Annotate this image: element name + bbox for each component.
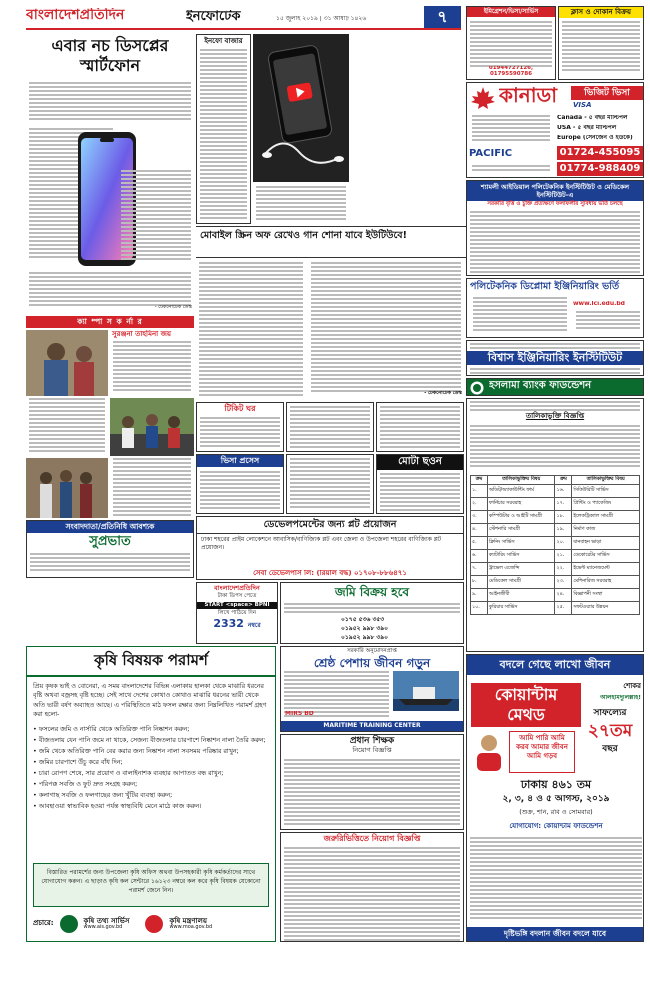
immigration-ad — [466, 6, 556, 80]
quantum-word: কোয়ান্টাম — [494, 685, 558, 704]
europe-line: Europe (সেনজেন ও ইউকে) — [557, 135, 633, 141]
table-cell: প্রিন্টিং ও প্যাকেজিং — [572, 498, 640, 511]
table-cell: ১০. — [471, 602, 488, 615]
ais-logo-icon — [60, 915, 78, 933]
shamoli-subtitle: সরকারি বৃত্তি ও চুক্তি প্রত্যক্ষণে ফলাফলীর সুবিধায় ভর্তি চলছে — [487, 201, 623, 208]
visa-process-title: ভিসা প্রসেস — [197, 455, 283, 467]
table-cell: ৩. — [471, 511, 488, 524]
campus-text-1 — [26, 398, 108, 456]
table-cell: ২৪. — [555, 589, 572, 602]
canada-visa-ad — [466, 82, 644, 178]
campus-caption-title: সুরঞ্জনা তাহমিনা জয় — [112, 330, 171, 338]
lead-byline: - টেকনোটেক ডেস্ক — [154, 305, 192, 310]
bishwas-title: বিশ্বাস ইঞ্জিনিয়ারিং ইনস্টিটিউট — [467, 351, 643, 365]
lead-body-right — [118, 130, 194, 270]
krishi-bullet-list — [27, 725, 275, 812]
info-market-box — [196, 34, 251, 224]
table-cell: ৬. — [471, 550, 488, 563]
islami-table-header — [471, 476, 640, 485]
head-teacher-subtitle: নিয়োগ বিজ্ঞপ্তি — [352, 746, 392, 755]
table-row — [471, 563, 640, 576]
bullet-icon: • — [33, 781, 39, 789]
table-header-cell: তালিকাভুক্তির বিষয় — [487, 476, 555, 485]
immigration-ad-phone: 01944727126, 01795590786 — [488, 66, 534, 78]
shop-sale-ad — [558, 6, 644, 80]
krishi-note: বিস্তারিত পরামর্শের জন্য উপজেলা কৃষি অফিস অথবা উপসহকারী কৃষি কর্মকর্তাদের সাথে যোগাযোগ করুন। এ ছাড়াও কৃষি কল সেন্টারে ১৬১২৩ নম্বরে কল করে কৃষি বিষয়ক যেকোনো পরামর্শ জেনে নিন। — [33, 863, 269, 907]
campus-photo-2 — [110, 398, 194, 456]
page-number: ৭ — [424, 6, 461, 28]
table-header-cell: তালিকাভুক্তির বিষয় — [572, 476, 640, 485]
mota-ad-title: মোটা ছওন — [377, 455, 463, 470]
krishi-intro: প্রিয় কৃষক ভাই ও বোনেরা, এ সময় বাংলাদেশের বিভিন্ন এলাকায় হালকা থেকে মাঝারি ধরনের বৃষ্টি অথবা বজ্রসহ বৃষ্টি হচ্ছে। সেই সাথে দেশের কোথাও কোথাও মাঝারি ধরনের ভারী থেকে অতি ভারী বর্ষণ অব্যাহত আছে। এ পরিস্থিতিতে মাঠ ফসল রক্ষার জন্য নিম্নলিখিত পরামর্শ গ্রহণ করা হলো- — [33, 682, 267, 719]
polytechnic-website[interactable]: www.lci.edu.bd — [573, 301, 625, 307]
shafolyer-label: সাফল্যের — [593, 709, 627, 718]
method-word: মেথড — [507, 705, 545, 724]
quantum-dates: ২, ৩, ৪ ও ৫ আগস্ট, ২০১৯ — [502, 795, 610, 804]
visit-visa-label: ভিজিট ভিসা — [571, 86, 643, 100]
bullet-text: জমির চারপাশে উঁচু করে বাঁধ দিন; — [38, 758, 123, 766]
table-header-cell: ক্রম — [555, 476, 572, 485]
development-title: ডেভেলপমেন্টের জন্য প্লট প্রয়োজন — [197, 517, 463, 534]
table-cell: ২. — [471, 498, 488, 511]
youtube-body-left — [196, 260, 306, 400]
immigration-ad-title: ইমিগ্রেশন/ভিসা/সার্ভিস — [467, 7, 555, 17]
land-sale-ad — [280, 582, 464, 644]
bullet-icon: • — [33, 758, 39, 766]
krishi-footer — [33, 911, 269, 937]
table-row — [471, 602, 640, 615]
table-cell: ৪. — [471, 524, 488, 537]
campus-caption — [110, 330, 194, 396]
table-cell: ইলেকট্রিক্যাল সামগ্রী — [572, 511, 640, 524]
polytechnic-ad — [466, 278, 644, 338]
table-cell: মেশিনারিজ সরবরাহ — [572, 576, 640, 589]
table-cell: ৫. — [471, 537, 488, 550]
list-item — [33, 736, 269, 745]
bullet-text: বীজতলায় যেন পানি জমে না থাকে, সেজন্য বীজতলার চারপাশে নিষ্কাশন নালা তৈরি করুন; — [38, 736, 266, 744]
table-cell: ডেকোরেটর সার্ভিস — [572, 550, 640, 563]
youtube-photo — [253, 34, 349, 182]
table-cell: ১৮. — [555, 511, 572, 524]
lead-headline-line2: স্মার্টফোন — [79, 55, 141, 75]
shamoli-institute-ad — [466, 180, 644, 276]
maritime-name: MARITIME TRAINING CENTER — [281, 721, 463, 731]
bullet-text: পরিপক্ক সবজি ও ফুট দ্রুত সংগ্রহ করুন; — [38, 781, 138, 789]
canada-ad-body — [469, 115, 553, 145]
youtube-headline-bar — [196, 226, 466, 258]
table-cell: ৮. — [471, 576, 488, 589]
table-cell: কম্পিউটার ও আইটি সামগ্রী — [487, 511, 555, 524]
bullet-icon: • — [33, 747, 39, 755]
table-cell: সফটওয়্যার উন্নয়ন — [572, 602, 640, 615]
table-header-cell: ক্রম — [471, 476, 488, 485]
table-cell: ২২. — [555, 563, 572, 576]
list-item — [33, 769, 269, 778]
urgent-title: জরুরিভিত্তিতে নিয়োগ বিজ্ঞপ্তি — [323, 834, 421, 843]
career-ad — [280, 646, 464, 732]
bullet-icon: • — [33, 803, 39, 811]
bullet-text: চারা রোপণ শেষে, সার প্রয়োগ ও বালাইনাশক ব্যবহার আপাতত বন্ধ রাখুন; — [38, 770, 224, 777]
campus-photo-1 — [26, 330, 108, 396]
islami-bank-title: ইসলামী ব্যাংক ফাউন্ডেশন — [489, 381, 592, 391]
list-item — [33, 791, 269, 800]
list-item — [33, 725, 269, 734]
correspondent-ad — [26, 520, 194, 578]
masthead — [26, 6, 461, 30]
table-row — [471, 511, 640, 524]
usa-line: USA - ৫ বছর মাল্টিপল — [557, 125, 617, 131]
quantum-footer: দৃষ্টিভঙ্গি বদলান জীবন বদলে যাবে — [467, 927, 643, 941]
sms-ad-code — [197, 618, 277, 630]
islami-table — [470, 475, 640, 615]
shop-sale-title: ক্লাস ও দোকান বিক্রয় — [559, 7, 643, 18]
moa-name: কৃষি মন্ত্রণালয় — [169, 916, 207, 925]
sms-ad-text: টাকা ডিপস পেতে — [217, 592, 257, 599]
table-row — [471, 524, 640, 537]
table-cell: বিজ্ঞাপনী সংস্থা — [572, 589, 640, 602]
canada-title: কানাডা — [499, 85, 558, 107]
sms-ad-start: START <space> BPNI — [197, 602, 277, 610]
table-cell: ১৭. — [555, 498, 572, 511]
table-cell: ক্যাটারিং সার্ভিস — [487, 550, 555, 563]
pacific-logo: PACIFIC — [469, 149, 513, 159]
youtube-byline: - টেকনোটেক ডেস্ক — [424, 391, 462, 396]
table-cell: ১৯. — [555, 524, 572, 537]
bullet-text: কলাগাছ সবজি ও ফলগাছের জন্য খুঁটির ব্যবস্থা করুন; — [38, 792, 173, 800]
table-cell: মেডিকেল সামগ্রী — [487, 576, 555, 589]
list-item — [33, 780, 269, 789]
table-row — [471, 537, 640, 550]
ticket-ad-title: টিকিট ঘর — [224, 404, 256, 413]
moa-url[interactable]: www.moa.gov.bd — [169, 924, 213, 931]
head-teacher-title: প্রধান শিক্ষক — [349, 736, 395, 746]
quantum-logo — [471, 683, 581, 727]
polytechnic-course-list — [470, 297, 570, 337]
table-cell: ২১. — [555, 550, 572, 563]
correspondent-title: সংবাদদাতা/প্রতিনিধি আবশ্যক — [27, 521, 193, 533]
ais-url[interactable]: www.ais.gov.bd — [83, 924, 123, 931]
table-cell: ১. — [471, 485, 488, 498]
head-teacher-ad — [280, 734, 464, 830]
bullet-icon: • — [33, 792, 39, 800]
canada-phone-1: 01724-455095 — [557, 146, 643, 160]
table-cell: ট্রাভেল এজেন্সি — [487, 563, 555, 576]
paper-name: বাংলাদেশপ্রতিদিন — [26, 8, 125, 23]
youtube-body-right — [308, 260, 464, 400]
ticket-ad — [196, 402, 284, 452]
islami-bank-logo-icon — [470, 381, 484, 395]
quantum-details — [467, 837, 644, 923]
development-text: ঢাকা শহরের প্রাইম লোকেশনে আবাসিক/বাণিজ্যিক প্লট এবং জেলা ও উপজেলা শহরের বাণিজ্যিক প্লট প্রয়োজন। — [201, 535, 442, 552]
small-ad-3 — [376, 402, 464, 452]
shukor-label: শোকর — [623, 683, 641, 690]
table-cell: ২৫. — [555, 602, 572, 615]
sms-ad — [196, 582, 278, 644]
list-item — [33, 758, 269, 767]
mirs-logo: MIRS BD — [285, 711, 314, 717]
career-top-line: সরকারি অনুমোদনপ্রাপ্ত — [347, 648, 397, 654]
polytechnic-details — [573, 311, 643, 337]
table-cell: আইনজীবী — [487, 589, 555, 602]
maple-leaf-icon — [469, 85, 497, 113]
campus-photo-3 — [26, 458, 108, 518]
table-cell: ফার্নিচার সরবরাহ — [487, 498, 555, 511]
table-cell: যানবাহন ভাড়া — [572, 537, 640, 550]
sms-code-suffix: নম্বরে — [247, 622, 261, 630]
table-row — [471, 485, 640, 498]
lead-headline-line1: এবার নচ ডিসপ্লের — [51, 36, 169, 55]
development-ad — [196, 516, 464, 580]
table-cell: ২০. — [555, 537, 572, 550]
bullet-text: ফসলের জমি ও নার্সারি থেকে অতিরিক্ত পানি নিষ্কাশন করুন; — [38, 725, 190, 733]
suprobhat-logo: সুপ্রভাত — [89, 533, 131, 549]
land-phone-3: ০১৯৫২ ৯৯৮ ৩৯০ — [341, 635, 389, 641]
quantum-dhaka: ঢাকায় ৪৬১ তম — [520, 779, 592, 791]
lead-body-top — [26, 82, 194, 126]
table-cell: কুরিয়ার সার্ভিস — [487, 602, 555, 615]
sms-code-number: 2332 — [213, 617, 244, 631]
list-item — [33, 747, 269, 756]
sms-ad-paper: বাংলাদেশপ্রতিদিন — [214, 584, 260, 592]
table-cell: সিকিউরিটি সার্ভিস — [572, 485, 640, 498]
mota-ad — [376, 454, 464, 514]
ais-name: কৃষি তথ্য সার্ভিস — [83, 916, 130, 925]
quantum-ad — [466, 654, 644, 942]
table-cell: নির্মাণ কাজ — [572, 524, 640, 537]
bullet-icon: • — [33, 770, 39, 777]
visa-process-ad — [196, 454, 284, 514]
lead-body-bottom — [26, 272, 194, 314]
years-label: বছর — [602, 745, 618, 754]
info-market-title: ইনফো বাজার — [204, 37, 243, 45]
table-row — [471, 589, 640, 602]
visa-card-icon: VISA — [573, 102, 592, 109]
section-title: ইনফোটেক — [186, 10, 241, 24]
quantum-banner: বদলে গেছে লাখো জীবন — [467, 655, 643, 675]
issue-date: ১৫ জুলাই ২০১৯ | ৩১ আষাঢ় ১৪২৬ — [276, 16, 367, 22]
krishi-advisory — [26, 646, 276, 942]
small-ad-2 — [286, 402, 374, 452]
krishi-footer-label: প্রচারে: — [33, 919, 54, 928]
youtube-headline: মোবাইল স্ক্রিন অফ রেখেও গান শোনা যাবে ইউটিউবে! — [200, 230, 407, 241]
table-row — [471, 576, 640, 589]
person-image — [471, 731, 507, 771]
table-cell: ১৬. — [555, 485, 572, 498]
ami-pari-slogan: আমি পারি আমি করব আমার জীবন আমি গড়ব — [509, 731, 575, 773]
lead-headline — [26, 34, 194, 80]
bullet-text: জমি থেকে অতিরিক্ত পানি বের করার জন্য নিষ্কাশন নালা সবসময় পরিষ্কার রাখুন; — [38, 747, 239, 755]
bishwas-engineering-ad — [466, 340, 644, 376]
bullet-icon: • — [33, 736, 39, 744]
islami-notice-title: তালিকাভুক্তি বিজ্ঞপ্তি — [525, 412, 585, 420]
ship-image — [393, 671, 459, 711]
campus-corner-title: ক্যা ম্পা স ক র্না র — [77, 317, 143, 326]
table-cell: ৭. — [471, 563, 488, 576]
youtube-body-top — [253, 184, 349, 224]
land-sale-title: জমি বিক্রয় হবে — [334, 585, 410, 599]
quantum-contact: যোগাযোগ: কোয়ান্টাম ফাউন্ডেশন — [509, 823, 603, 830]
years-number: ২৭তম — [587, 723, 633, 741]
islami-bank-banner — [466, 378, 644, 396]
development-phone: সেবা ডেভেলপার্স লি: (রিয়াল বদ্ধ) ০১৭০৮-৮৮৬৪৭১ — [253, 569, 407, 577]
sms-ad-send: লিখে পাঠিয়ে দিন — [217, 610, 257, 617]
bullet-icon: • — [33, 725, 39, 733]
pacific-address — [469, 165, 553, 177]
table-cell: অডিট/অ্যাকাউন্টিং ফার্ম — [487, 485, 555, 498]
urgent-recruitment-ad — [280, 832, 464, 942]
quantum-days: (শুক্র, শনি, রবি ও সোমবার) — [519, 809, 593, 816]
list-item — [33, 802, 269, 811]
campus-text-2 — [110, 458, 194, 518]
table-row — [471, 498, 640, 511]
land-phone-2: ০১৯৫২ ৯৯৮ ৩৯০ — [341, 626, 389, 632]
canada-line: Canada - ৫ বছর মাল্টিপল — [557, 115, 628, 121]
career-title: শ্রেষ্ঠ পেশায় জীবন গড়ুন — [313, 655, 431, 670]
table-cell: ইভেন্ট ম্যানেজমেন্ট — [572, 563, 640, 576]
shamoli-title: শ্যামলী আইডিয়াল পলিটেকনিক ইনস্টিটিউট ও মেডিকেল ইনস্টিটিউট-এ — [467, 181, 643, 201]
land-phone-1: ০১৭৫ ৫৩৬ ৩৫৩ — [341, 617, 385, 623]
table-cell: ৯. — [471, 589, 488, 602]
small-ad-5 — [286, 454, 374, 514]
campus-corner-banner — [26, 316, 194, 328]
table-row — [471, 550, 640, 563]
bullet-text: আবহাওয়া স্বাভাবিক হওয়া পর্যন্ত স্বাস্থ্যবিধি মেনে মাঠে কাজ করুন। — [38, 803, 202, 811]
alhamdulillah-label: আলহামদুলিল্লাহ! — [600, 695, 641, 701]
polytechnic-title: পলিটেকনিক ডিপ্লোমা ইঞ্জিনিয়ারিং ভর্তি — [470, 281, 620, 292]
islami-notice — [466, 398, 644, 652]
table-cell: স্টেশনারি সামগ্রী — [487, 524, 555, 537]
canada-phone-2: 01774-988409 — [557, 162, 643, 176]
table-cell: ক্লিনিং সার্ভিস — [487, 537, 555, 550]
krishi-title: কৃষি বিষয়ক পরামর্শ — [27, 647, 275, 677]
table-cell: ২৩. — [555, 576, 572, 589]
moa-logo-icon — [145, 915, 163, 933]
